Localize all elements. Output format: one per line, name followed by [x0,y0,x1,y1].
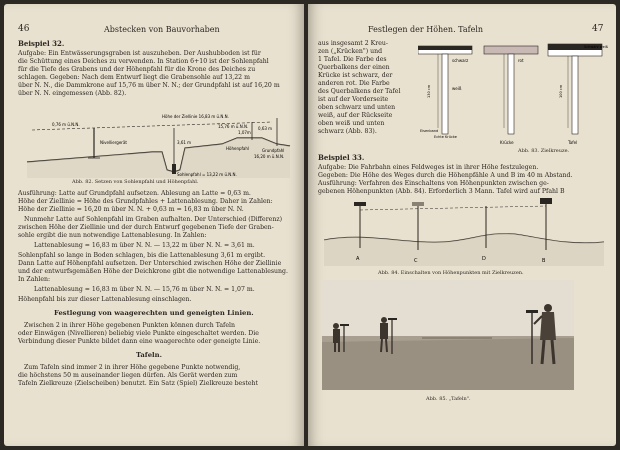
text-line: des Querbalkens der Tafel [318,88,401,95]
figure-84-caption: Abb. 84. Einschalten von Höhenpunkten mit Zielkreuzen. [378,270,524,276]
text-line: Tafeln Zielkreuze (Zielscheiben) benutzt. Ein Satz (Spiel) Zielkreuze besteht [18,380,259,387]
fig83-label-echte: Echte Krücke [434,135,457,139]
figure-83-caption: Abb. 83. Zielkreuze. [518,148,570,154]
fig83-label-krucke: Krücke [500,140,514,145]
text-line: Aufgabe: Die Fahrbahn eines Feldweges ist in ihrer Höhe festzulegen. [318,164,539,171]
text-line: Lattenablesung = 16,83 m über N. N. — 13,22 m über N. N. = 3,61 m. [34,242,255,249]
text-line: Nunmehr Latte auf Sohlenpfahl im Graben aufhalten. Der Unterschied (Differenz) [24,216,282,223]
text-line: oben schwarz und unten [318,104,396,111]
example-32-title: Beispiel 32. [18,39,65,48]
text-line: Gegeben: Die Höhe des Weges durch die Höhenpfähle A und B im 40 m Abstand. [318,172,573,179]
text-line: Zum Tafeln sind immer 2 in ihrer Höhe gegebene Punkte notwendig, [24,364,241,371]
text-line: aus insgesamt 2 Kreu- [318,40,388,47]
fig84-label-b: B [542,258,546,264]
text-line: Krücke ist schwarz, der [318,72,393,79]
text-line: Lattenablesung = 16,83 m über N. N. — 15,76 m über N. N. = 1,07 m. [34,286,255,293]
fig83-label-tafel: Tafel [568,140,578,145]
text-line: die Schüttung eines Deiches zu verwenden. In Station 6+10 ist der Sohlenpfahl [18,58,269,65]
text-line: Zwischen 2 in ihrer Höhe gegebenen Punkten können durch Tafeln [24,322,235,329]
figure-83-diagram [418,38,610,148]
fig82-label-361: 3,61 m [177,140,192,145]
text-line: Verbindung dieser Punkte bildet dann eine waagerechte oder geneigte Linie. [18,338,261,345]
text-line: weiß, auf der Rückseite [318,112,393,119]
text-line: für die Tiefe des Grabens und der Höhenpfahl für die Krone des Deiches zu [18,66,256,73]
text-line: ist auf der Vorderseite [318,96,389,103]
text-line: oben weiß und unten [318,120,385,127]
text-line: schwarz (Abb. 83). [318,128,377,135]
fig83-label-schwarz-weiss: Schwarz weiß [584,45,608,49]
fig82-label-063: 0,63 m [258,126,273,131]
text-line: gebenen Höhenpunkten (Abb. 84). Erforderlich 3 Mann. Tafel wird auf Pfahl B [318,188,565,195]
section-heading-lines: Festlegung von waagerechten und geneigten Linien. [54,309,254,317]
fig84-label-a: A [356,256,360,262]
fig82-label-dammkrone: 15,76 m ü.N.N. [218,124,249,129]
figure-82-caption: Abb. 82. Setzen von Sohlenpfahl und Höhenpfahl. [72,179,199,185]
text-line: Sohlenpfahl so lange in Boden schlagen, bis die Lattenablesung 3,61 m ergibt. [18,252,266,259]
fig82-label-hoehenpfahl: Höhenpfahl [226,146,250,151]
text-line: In Zahlen: [18,276,51,283]
fig83-label-rot: rot [518,58,524,63]
text-line: Höhenpfahl bis zur dieser Lattenablesung einschlagen. [18,296,192,303]
left-page-number: 46 [18,24,30,34]
example-33-title: Beispiel 33. [318,153,365,162]
text-line: oder Einwägen (Nivellieren) beliebig viele Punkte eingeschaltet werden. Die [18,330,259,337]
fig82-label-107: 1,07m [238,130,251,135]
fig82-label-grundpfahl-h: 16,20 m ü.N.N. [254,154,285,159]
fig83-label-weiss: weiß [452,86,462,91]
text-line: Ausführung: Latte auf Grundpfahl aufsetzen. Ablesung an Latte = 0,63 m. [18,190,251,197]
figure-85-photo [322,280,574,390]
right-page [308,4,616,446]
right-running-head: Festlegen der Höhen. Tafeln [368,25,484,34]
text-line: über N. N. eingemessen (Abb. 82). [18,90,127,97]
left-page [4,4,304,446]
fig83-label-dim2: 100 cm [559,84,563,98]
section-heading-tafeln: Tafeln. [136,351,162,359]
text-line: schlagen. Gegeben: Nach dem Entwurf liegt die Grabensohle auf 13,22 m [18,74,250,81]
fig84-label-d: D [482,256,486,262]
fig82-label-nivelliergerat: Nivelliergerät [100,140,127,145]
text-line: Querbalkens der einen [318,64,390,71]
fig83-label-dim: 130 cm [427,84,431,98]
fig84-label-c: C [414,258,418,264]
text-line: Dann Latte auf Höhenpfahl aufsetzen. Der Unterschied zwischen Höhe der Ziellinie [18,260,282,267]
text-line: Höhe der Ziellinie = Höhe des Grundpfahles + Lattenablesung. Daher in Zahlen: [18,198,273,205]
fig83-label-eisenband: Eisenband [420,129,439,133]
figure-84-diagram [324,196,604,266]
fig82-label-grundpfahl: Grundpfahl [262,148,285,153]
text-line: und der entwurfsgemäßen Höhe der Deichkrone gibt die notwendige Lattenablesung. [18,268,288,275]
text-line: Ausführung: Verfahren des Einschaltens von Höhenpunkten zwischen ge- [318,180,549,187]
figure-85-caption: Abb. 85. „Tafeln". [426,396,471,402]
left-running-head: Abstecken von Bauvorhaben [104,25,220,34]
right-page-number: 47 [592,24,604,34]
text-line: Höhe der Ziellinie = 16,20 m über N. N. + 0,63 m = 16,83 m über N. N. [18,206,244,213]
fig82-label-ziellinie: Höhe der Ziellinie 16,83 m ü.N.N. [162,114,229,119]
text-line: anderen rot. Die Farbe [318,80,390,87]
text-line: Aufgabe: Ein Entwässerungsgraben ist auszuheben. Der Aushubboden ist für [18,50,261,57]
text-line: 1 Tafel. Die Farbe des [318,56,387,63]
text-line: sohle ergibt die nun notwendige Lattenablesung. In Zahlen: [18,232,207,239]
fig83-label-schwarz: schwarz [452,58,469,63]
text-line: zen („Krücken") und [318,48,383,55]
text-line: über N. N., die Dammkrone auf 15,76 m über N. N.; der Grundpfahl ist auf 16,20 m [18,82,280,89]
text-line: zwischen Höhe der Ziellinie und der durch Entwurf gegebenen Tiefe der Graben- [18,224,274,231]
fig82-label-sohlenpfahl: Sohlenpfahl = 13,22 m ü.N.N. [177,172,237,177]
figure-82-diagram [22,100,292,178]
fig82-label-076: 0,76 m ü.N.N. [52,122,80,127]
photo-scene [322,280,574,390]
text-line: die höchstens 50 m auseinander liegen dürfen. Als Gerät werden zum [18,372,238,379]
